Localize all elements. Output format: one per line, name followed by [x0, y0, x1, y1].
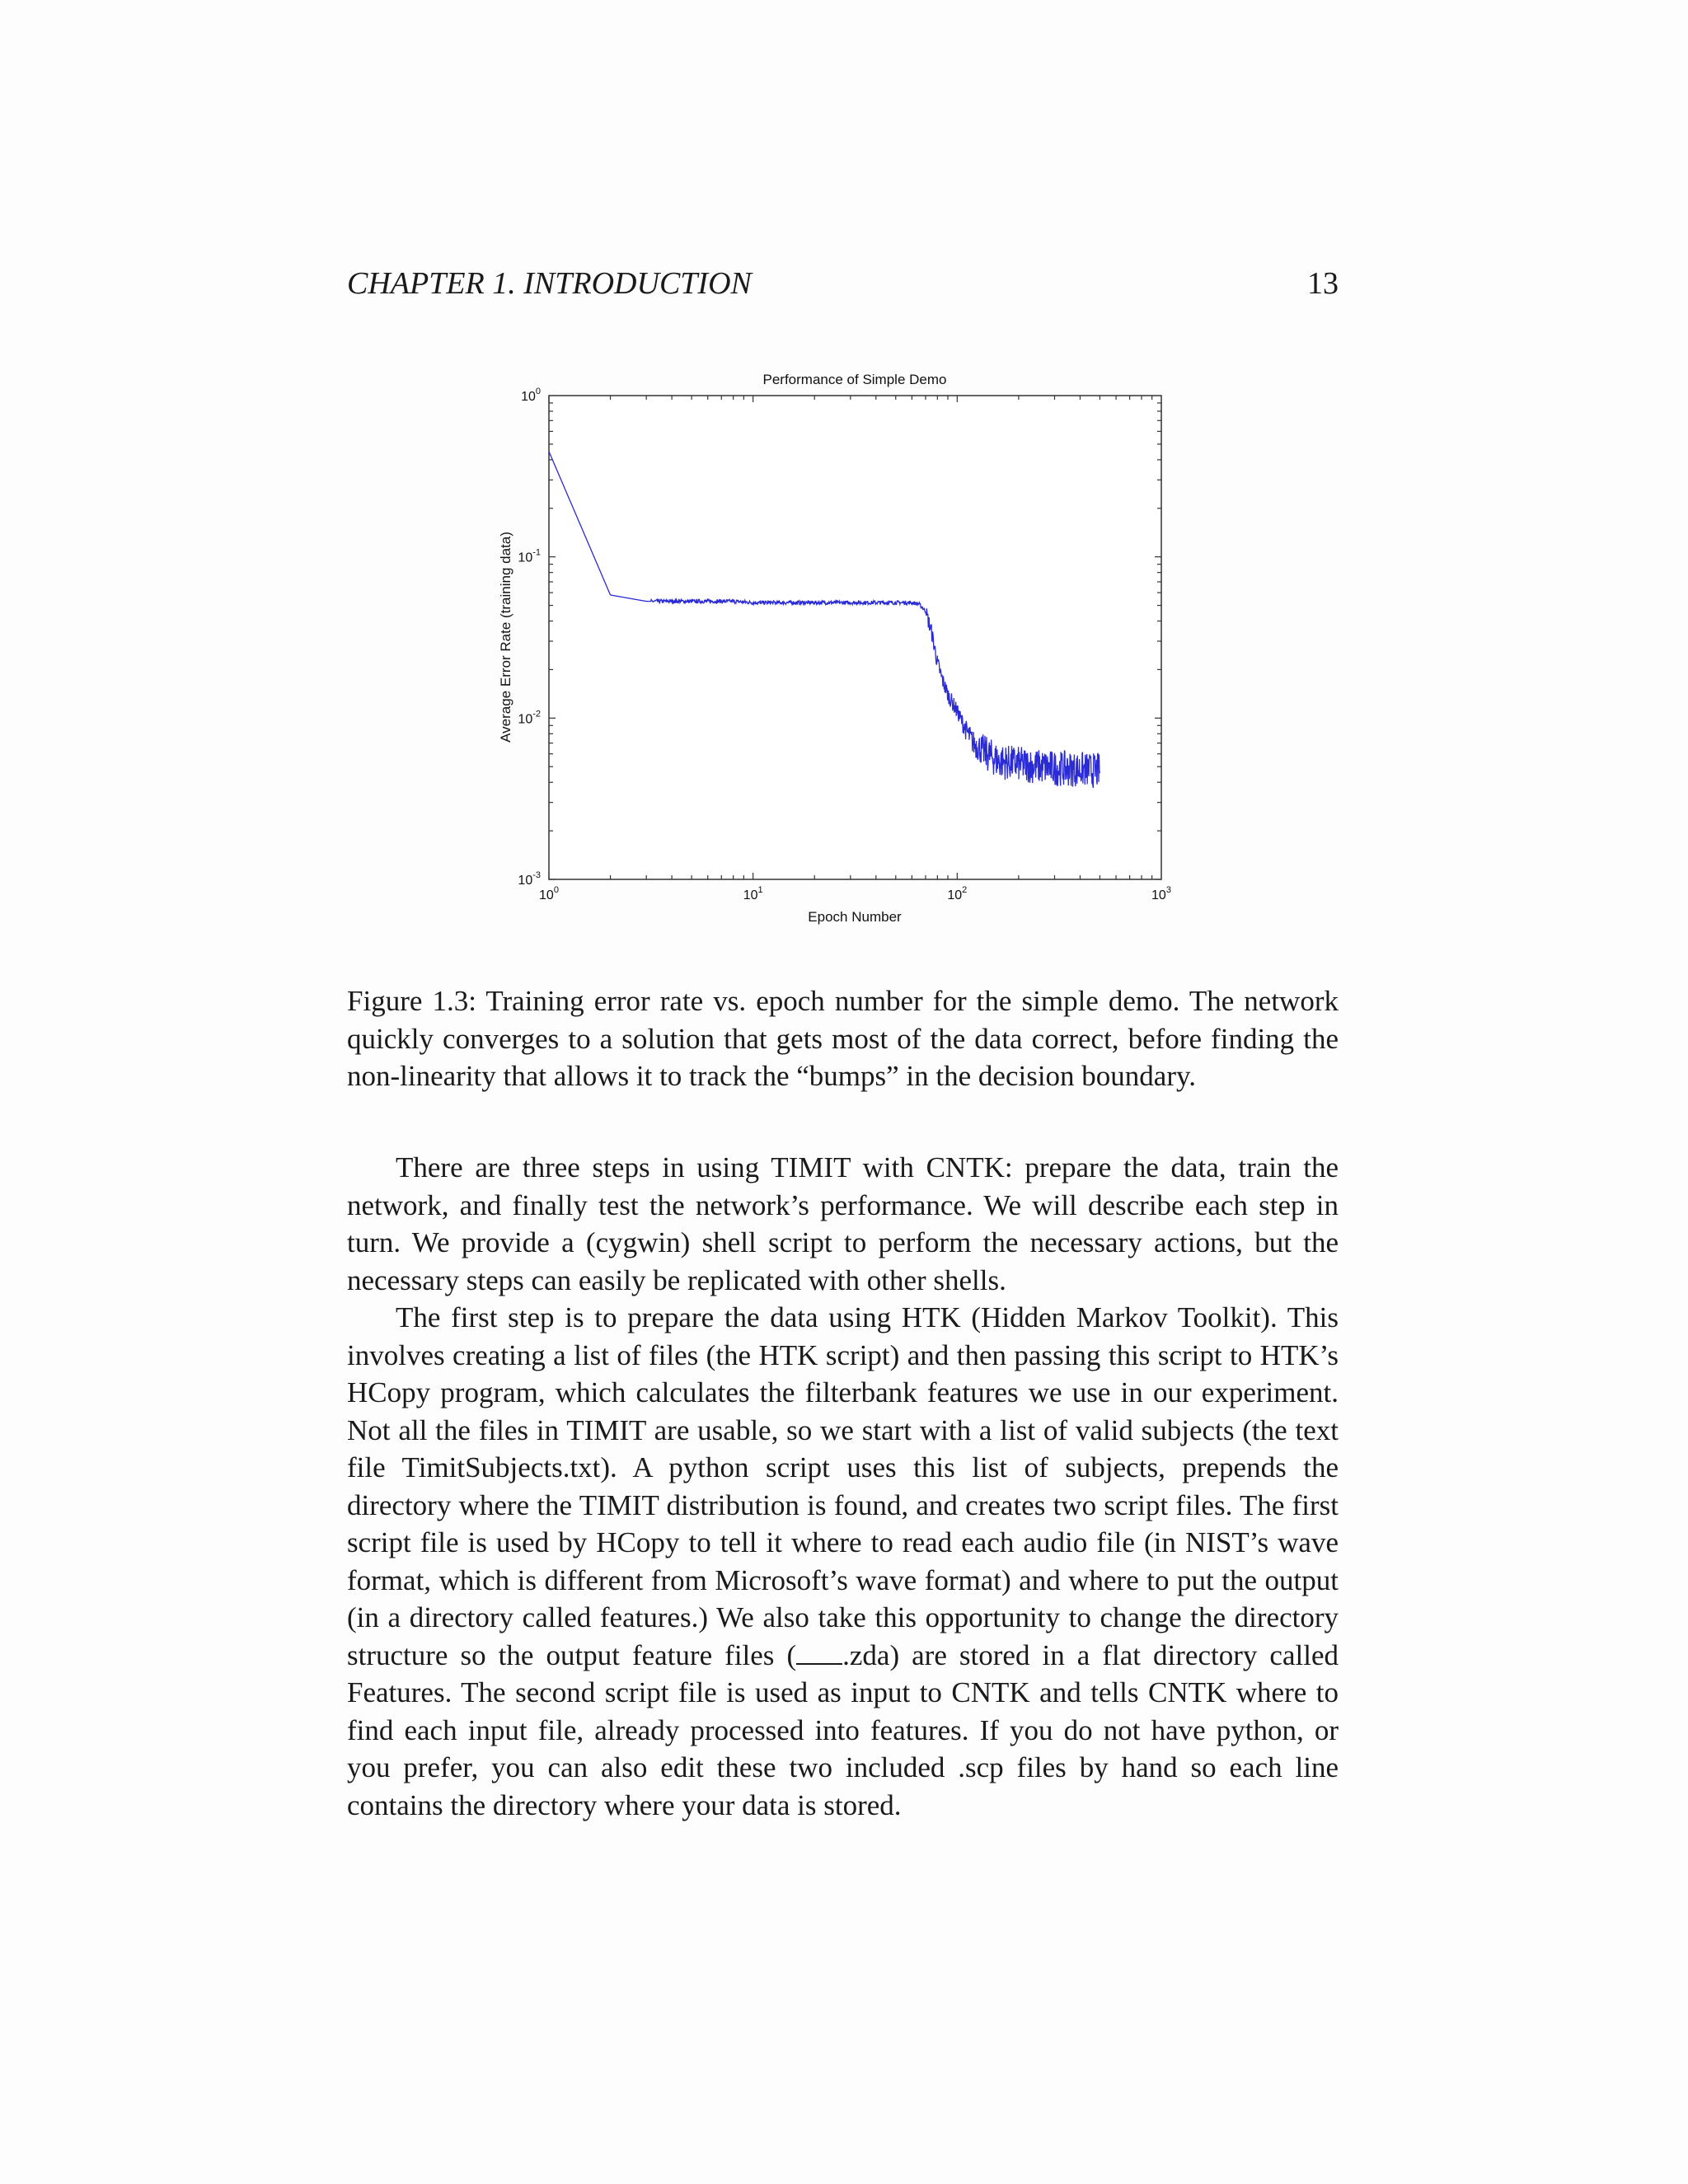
- x-tick-label: $10^0$: [539, 885, 559, 902]
- x-tick-label: $10^1$: [743, 885, 763, 902]
- underscore-blank: [796, 1642, 842, 1665]
- running-header: [347, 265, 1339, 315]
- body-text: [347, 1149, 1339, 1824]
- error-rate-chart: [462, 354, 1203, 948]
- figure-chart: [462, 354, 1203, 948]
- x-tick-label: $10^3$: [1151, 885, 1171, 902]
- chapter-title: CHAPTER 1. INTRODUCTION: [347, 266, 752, 301]
- y-axis-label: Average Error Rate (training data): [498, 532, 513, 743]
- y-tick-label: $10^0$: [521, 387, 541, 404]
- y-tick-label: $10^{-3}$: [518, 870, 541, 888]
- caption-text: Figure 1.3: Training error rate vs. epoch number for the simple demo. The network quickly converges to a solution that gets most of the data correct, before finding the non-linearity that allows it to track the “bumps” in the decision boundary.: [347, 985, 1339, 1092]
- chart-title: Performance of Simple Demo: [762, 372, 947, 387]
- x-axis-label: Epoch Number: [808, 909, 902, 925]
- x-tick-label: $10^2$: [947, 885, 968, 902]
- figure-caption: [347, 982, 1339, 1095]
- paragraph: [347, 1299, 1339, 1824]
- paragraph: There are three steps in using TIMIT with CNTK: prepare the data, train the network, and finally test the network’s performance. We will describe each step in turn. We provide a (cygwin) shell script to perform the necessary actions, but the necessary steps can easily be replicated with other shells.: [347, 1151, 1339, 1296]
- paragraph-text: .zda) are stored in a flat directory called Features. The second script file is used as input to CNTK and tells CNTK where to find each input file, already processed into features. If you do not have python, or you prefer, you can also edit these two included .scp files by hand so each line contains the directory where your data is stored.: [347, 1638, 1339, 1821]
- paragraph-text: The first step is to prepare the data using HTK (Hidden Markov Toolkit). This involves creating a list of files (the HTK script) and then passing this script to HTK’s HCopy program, which calculates the filterbank features we use in our experiment. Not all the files in TIMIT are usable, so we start with a list of valid subjects (the text file TimitSubjects.txt). A python script uses this list of subjects, prepends the directory where the TIMIT distribution is found, and creates two script files. The first script file is used by HCopy to tell it where to read each audio file (in NIST’s wave format, which is different from Microsoft’s wave format) and where to put the output (in a directory called features.) We also take this opportunity to change the directory structure so the output feature files (: [347, 1301, 1339, 1671]
- page-number: 13: [1307, 266, 1339, 301]
- y-tick-label: $10^{-2}$: [518, 709, 541, 727]
- plot-area: [549, 396, 1161, 879]
- y-tick-label: $10^{-1}$: [518, 547, 541, 565]
